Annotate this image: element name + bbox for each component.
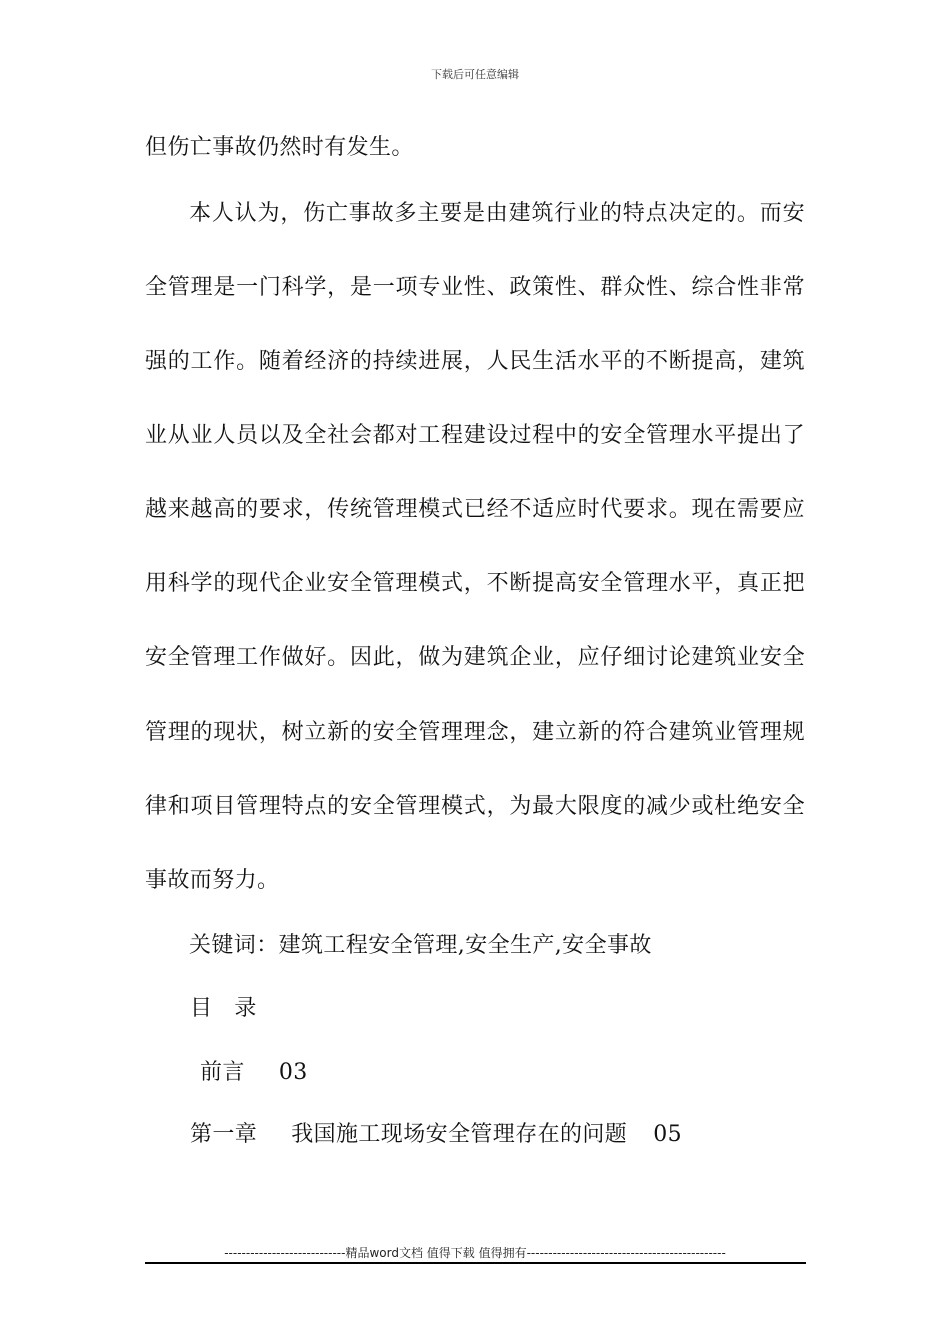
toc-item-page: 03: [278, 1060, 308, 1085]
body-line-4: 强的工作。随着经济的持续进展，人民生活水平的不断提高，建筑: [145, 349, 805, 374]
toc-title-char-2: 录: [234, 996, 257, 1021]
body-line-9: 管理的现状，树立新的安全管理理念，建立新的符合建筑业管理规: [145, 720, 805, 745]
body-line-8: 安全管理工作做好。因此，做为建筑企业，应仔细讨论建筑业安全: [145, 645, 805, 670]
body-line-5: 业从业人员以及全社会都对工程建设过程中的安全管理水平提出了: [145, 423, 805, 448]
toc-item-label: 第一章: [190, 1122, 258, 1147]
body-line-6: 越来越高的要求，传统管理模式已经不适应时代要求。现在需要应: [145, 497, 805, 522]
body-line-2: 本人认为，伤亡事故多主要是由建筑行业的特点决定的。而安: [189, 201, 805, 226]
footer-rule: [145, 1262, 806, 1264]
toc-title: [190, 994, 870, 1024]
keywords-line: 关键词：建筑工程安全管理,安全生产,安全事故: [189, 933, 652, 958]
toc-item-page: 05: [653, 1122, 683, 1147]
page-footer: ----------------------------精品word文档 值得下载 值得拥有----------------------------------------------: [224, 1246, 726, 1260]
toc-item-title: 我国施工现场安全管理存在的问题: [291, 1122, 628, 1147]
body-line-10: 律和项目管理特点的安全管理模式，为最大限度的减少或杜绝安全: [145, 794, 805, 819]
toc-item-chapter-1[interactable]: [190, 1120, 870, 1150]
body-line-11: 事故而努力。: [145, 868, 280, 893]
body-line-3: 全管理是一门科学，是一项专业性、政策性、群众性、综合性非常: [145, 275, 805, 300]
toc-item-preface[interactable]: [200, 1058, 880, 1088]
toc-title-char-1: 目: [190, 996, 213, 1021]
page-header: 下载后可任意编辑: [431, 68, 519, 81]
toc-item-label: 前言: [200, 1060, 245, 1085]
body-line-1: 但伤亡事故仍然时有发生。: [145, 135, 414, 160]
body-line-7: 用科学的现代企业安全管理模式，不断提高安全管理水平，真正把: [145, 571, 805, 596]
